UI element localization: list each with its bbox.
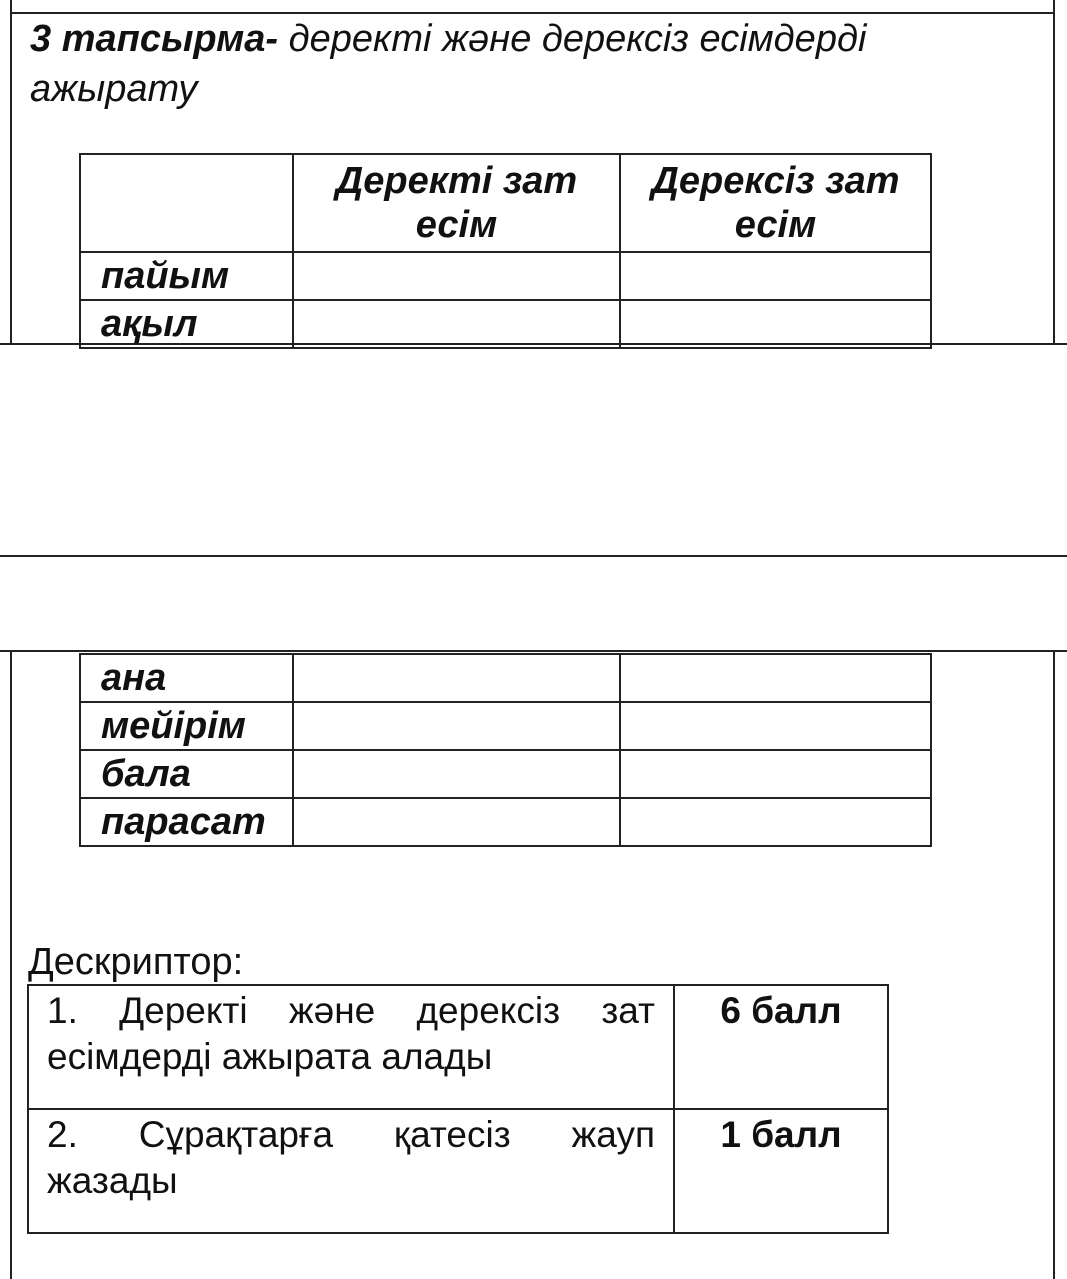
- answer-cell-abstract[interactable]: [620, 252, 931, 300]
- noun-table-part1: [79, 153, 932, 349]
- word-cell: мейірім: [80, 702, 293, 750]
- criterion-line2: есімдерді ажырата алады: [47, 1036, 493, 1077]
- page-border-left-top: [10, 0, 12, 343]
- answer-cell-concrete[interactable]: [293, 300, 620, 348]
- header-abstract-noun: Дерексіз зат есім: [620, 154, 931, 252]
- criterion-line1: 1. Деректі және дерексіз зат: [47, 990, 655, 1031]
- page-border-right-top: [1053, 0, 1055, 343]
- page-border-left-bottom: [10, 650, 12, 1279]
- table-row: [80, 750, 931, 798]
- answer-cell-abstract[interactable]: [620, 654, 931, 702]
- descriptor-row: [28, 985, 888, 1109]
- descriptor-table: [27, 984, 889, 1234]
- table-row: [80, 252, 931, 300]
- word-cell: ақыл: [80, 300, 293, 348]
- criterion-line2: жазады: [47, 1160, 178, 1201]
- answer-cell-concrete[interactable]: [293, 750, 620, 798]
- task-heading: [30, 14, 1030, 114]
- table-row: [80, 300, 931, 348]
- header-empty-cell: [80, 154, 293, 252]
- section-divider-3: [0, 650, 1067, 652]
- header-concrete-noun: Деректі зат есім: [293, 154, 620, 252]
- descriptor-row: [28, 1109, 888, 1233]
- answer-cell-abstract[interactable]: [620, 300, 931, 348]
- answer-cell-concrete[interactable]: [293, 702, 620, 750]
- answer-cell-concrete[interactable]: [293, 252, 620, 300]
- criterion-line1: 2. Сұрақтарға қатесіз жауп: [47, 1114, 655, 1155]
- page-border-right-bottom: [1053, 650, 1055, 1279]
- criterion-cell: [28, 985, 674, 1109]
- criterion-cell: [28, 1109, 674, 1233]
- table-header-row: [80, 154, 931, 252]
- task-number: 3 тапсырма-: [30, 18, 279, 60]
- word-cell: ана: [80, 654, 293, 702]
- noun-table-part2: [79, 653, 932, 847]
- descriptor-title: Дескриптор:: [28, 941, 244, 983]
- task-instruction-line1: деректі және дерексіз есімдерді: [278, 18, 867, 60]
- answer-cell-abstract[interactable]: [620, 798, 931, 846]
- task-instruction-line2: ажырату: [30, 68, 198, 110]
- score-cell: 1 балл: [674, 1109, 888, 1233]
- word-cell: пайым: [80, 252, 293, 300]
- score-cell: 6 балл: [674, 985, 888, 1109]
- word-cell: парасат: [80, 798, 293, 846]
- word-cell: бала: [80, 750, 293, 798]
- table-row: [80, 702, 931, 750]
- answer-cell-abstract[interactable]: [620, 750, 931, 798]
- answer-cell-abstract[interactable]: [620, 702, 931, 750]
- section-divider-2: [0, 555, 1067, 557]
- table-row: [80, 654, 931, 702]
- table-row: [80, 798, 931, 846]
- answer-cell-concrete[interactable]: [293, 654, 620, 702]
- answer-cell-concrete[interactable]: [293, 798, 620, 846]
